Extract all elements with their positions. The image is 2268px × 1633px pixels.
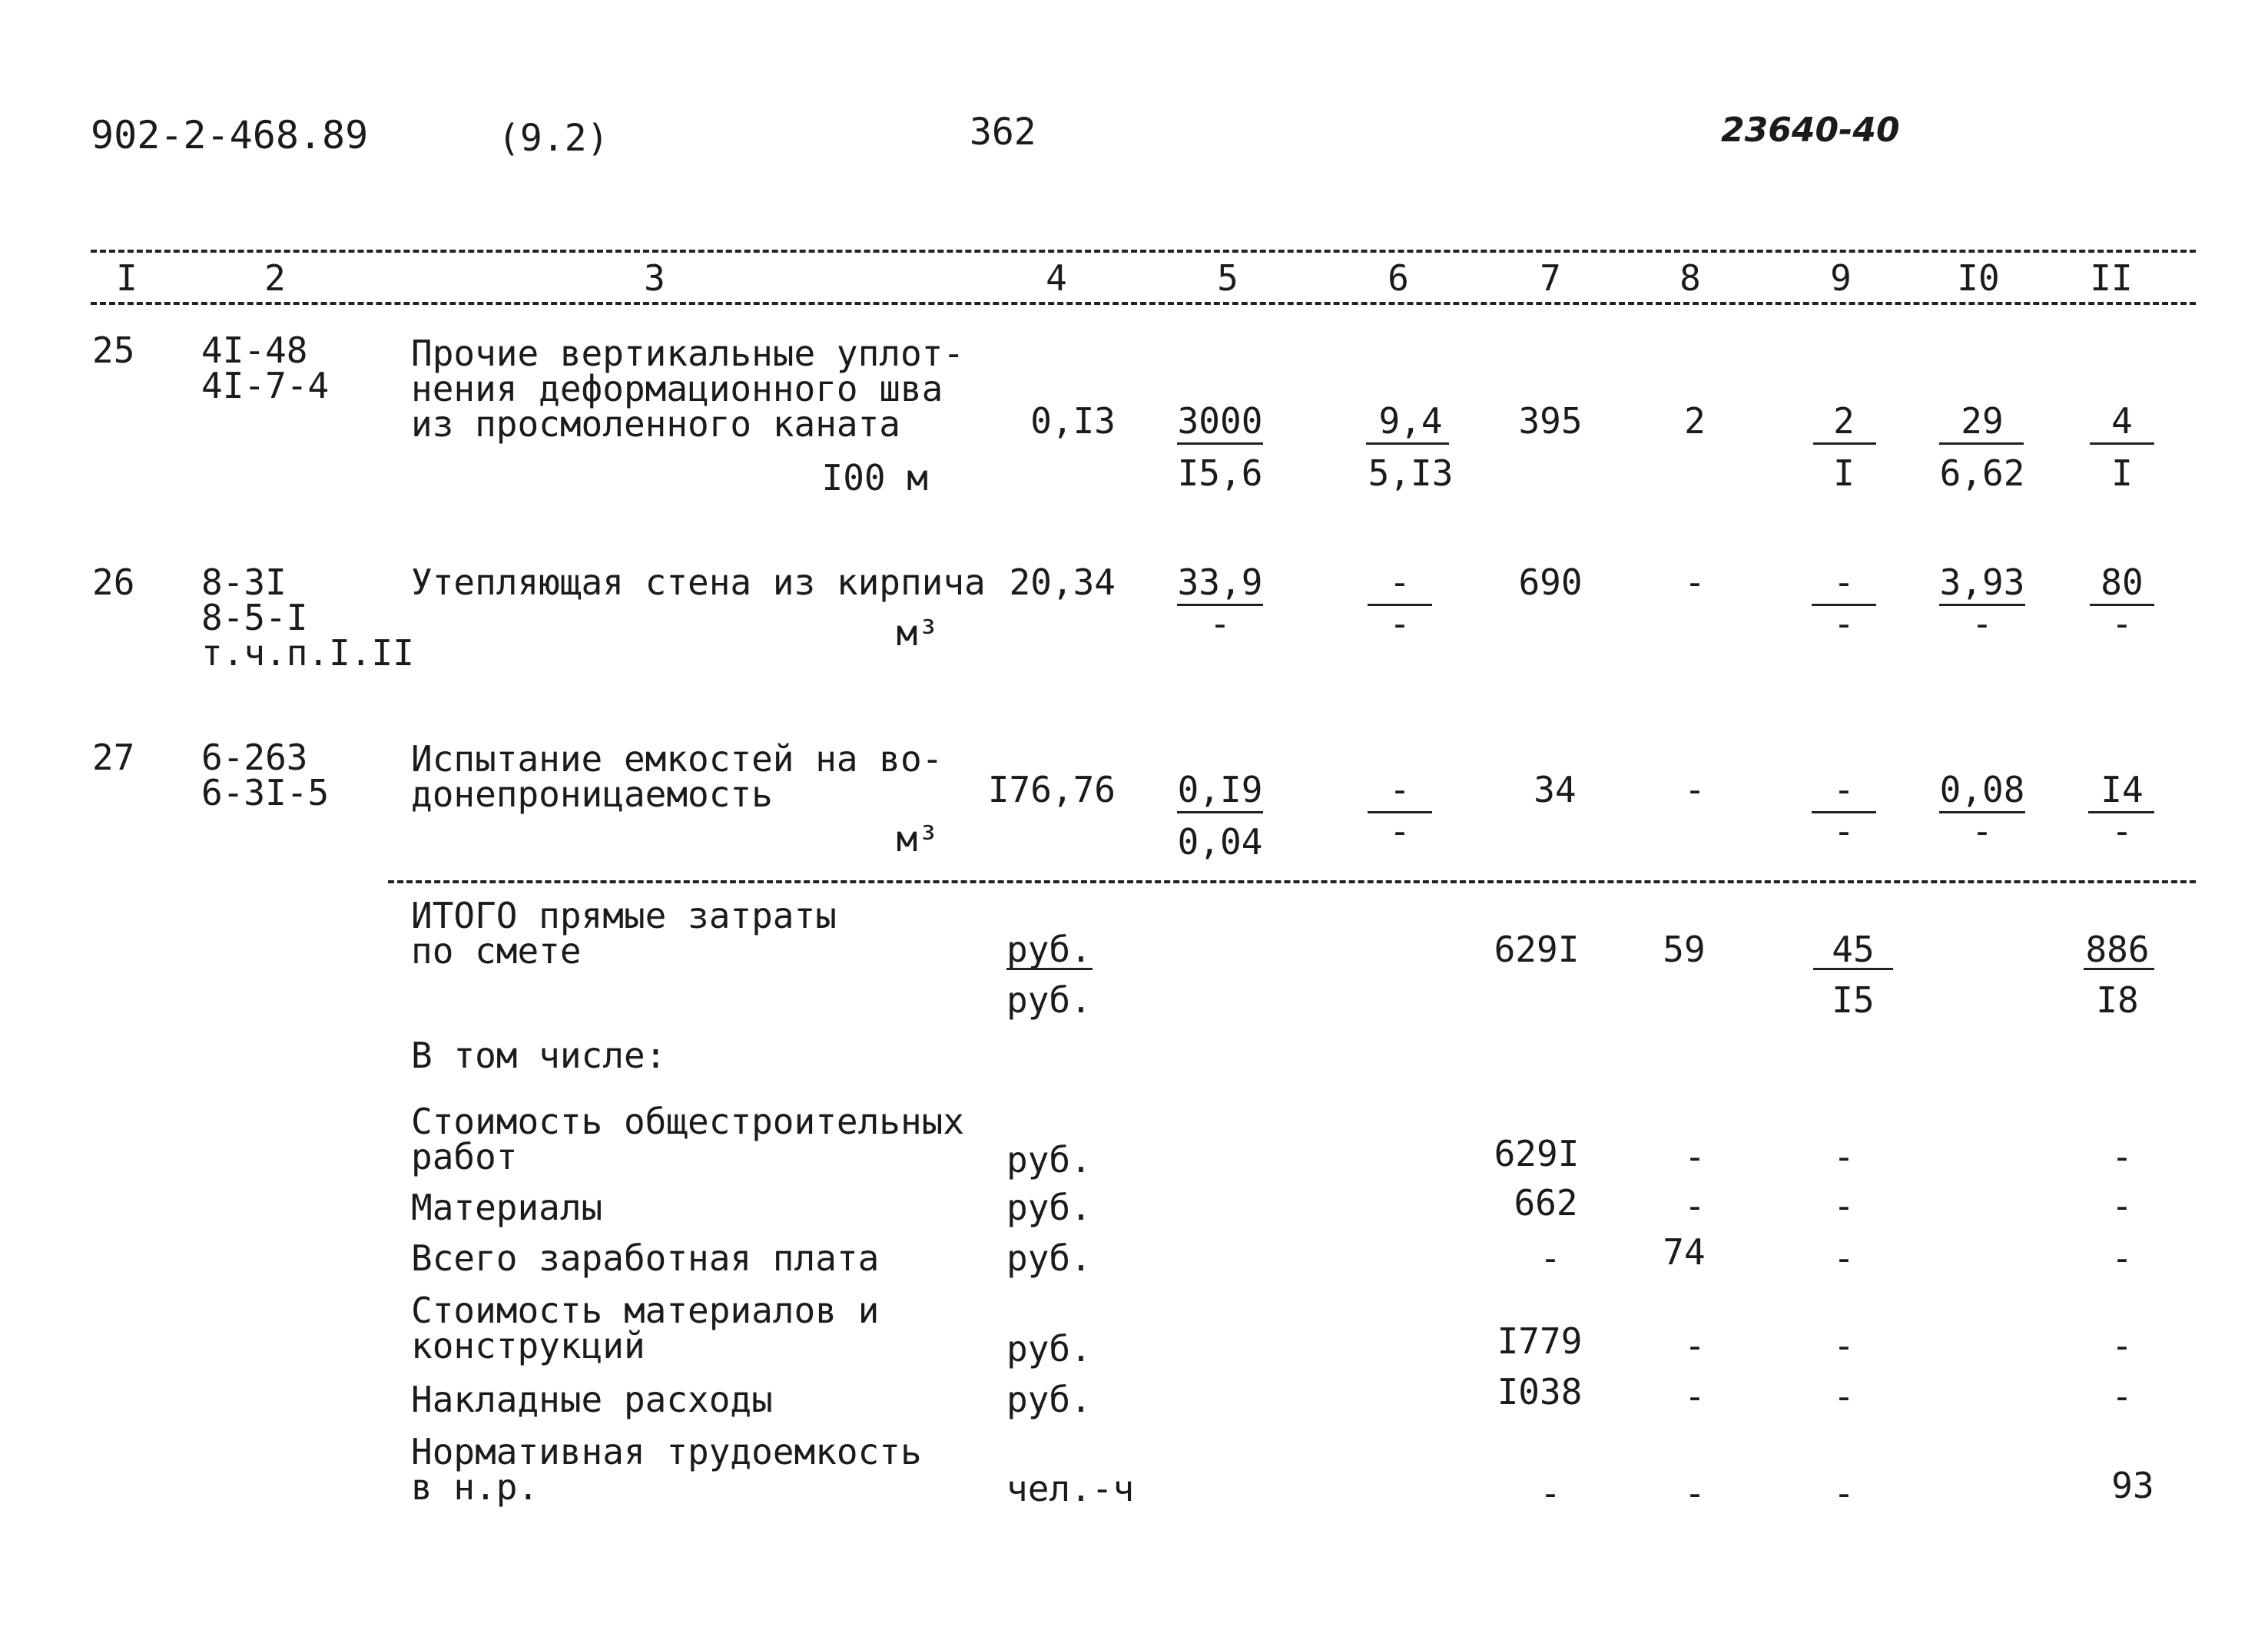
breakdown-unit: руб.	[1006, 1237, 1092, 1279]
fraction-bar	[2084, 968, 2154, 970]
col-header-1: I	[116, 257, 138, 299]
breakdown-c8: -	[1684, 1325, 1706, 1366]
c7: 690	[1518, 561, 1583, 603]
c11-top: 80	[2101, 561, 2144, 603]
norm-code: 8-5-I	[201, 597, 308, 638]
breakdown-c7: -	[1540, 1237, 1561, 1279]
c8: -	[1684, 561, 1706, 603]
work-name: Утепляющая стена из кирпича	[411, 561, 986, 603]
fraction-bar	[1177, 811, 1263, 813]
including-label: В том числе:	[411, 1035, 667, 1076]
total-c11-top: 886	[2085, 929, 2150, 970]
quantity: 20,34	[1009, 561, 1116, 603]
fraction-bar	[1813, 442, 1876, 445]
breakdown-c11: -	[2111, 1376, 2133, 1417]
norm-code: 4I-48	[201, 330, 308, 371]
c9-bottom: I	[1833, 452, 1855, 494]
breakdown-c7: 629I	[1494, 1133, 1580, 1174]
breakdown-label: конструкций	[411, 1325, 645, 1366]
breakdown-label: Материалы	[411, 1187, 603, 1228]
c11-top: I4	[2101, 769, 2144, 810]
row-number: 26	[92, 561, 135, 603]
norm-code: т.ч.п.I.II	[201, 632, 414, 674]
c6-bottom: -	[1389, 603, 1411, 644]
c9-top: -	[1833, 561, 1855, 603]
header-bottom-rule	[91, 302, 2196, 305]
document-code: 902-2-468.89	[91, 113, 369, 157]
breakdown-c11: -	[2111, 1237, 2133, 1279]
breakdown-unit: руб.	[1006, 1328, 1092, 1370]
c11-top: 4	[2111, 400, 2133, 442]
fraction-bar	[1177, 442, 1263, 445]
c5-top: 0,I9	[1177, 769, 1263, 810]
breakdown-label: работ	[411, 1136, 518, 1178]
unit: м³	[896, 612, 939, 654]
c10-bottom: -	[1971, 810, 1993, 852]
fraction-bar	[2090, 442, 2154, 445]
work-name: донепроницаемость	[411, 773, 773, 815]
c8: 2	[1684, 400, 1706, 442]
col-header-6: 6	[1388, 257, 1409, 299]
breakdown-c9: -	[1833, 1185, 1855, 1227]
c10-top: 29	[1961, 400, 2004, 442]
row-number: 27	[92, 737, 135, 778]
total-label: ИТОГО прямые затраты	[411, 895, 837, 936]
c10-bottom: -	[1971, 603, 1993, 644]
breakdown-c8: -	[1684, 1185, 1706, 1227]
breakdown-label: Всего заработная плата	[411, 1237, 880, 1279]
breakdown-c7: I779	[1497, 1320, 1583, 1362]
c7: 395	[1518, 400, 1583, 442]
breakdown-unit: руб.	[1006, 1139, 1092, 1181]
col-header-10: I0	[1957, 257, 2000, 299]
breakdown-c11: -	[2111, 1136, 2133, 1178]
breakdown-c7: I038	[1497, 1371, 1583, 1413]
quantity: 0,I3	[1030, 400, 1116, 442]
c11-bottom: -	[2111, 810, 2133, 852]
col-header-9: 9	[1830, 257, 1852, 299]
page-number: 362	[970, 111, 1036, 154]
breakdown-label: Стоимость общестроительных	[411, 1101, 965, 1142]
c9-top: 2	[1833, 400, 1855, 442]
total-c9-bottom: I5	[1832, 979, 1875, 1021]
c5-bottom: -	[1209, 603, 1231, 644]
breakdown-unit: руб.	[1006, 1379, 1092, 1420]
total-label: по смете	[411, 930, 582, 972]
c9-bottom: -	[1833, 810, 1855, 852]
breakdown-unit: руб.	[1006, 1187, 1092, 1228]
c6-bottom: -	[1389, 810, 1411, 852]
c6-top: -	[1389, 769, 1411, 810]
col-header-2: 2	[264, 257, 286, 299]
total-c11-bottom: I8	[2096, 979, 2139, 1021]
fraction-bar	[1939, 442, 2024, 445]
section-number: (9.2)	[498, 117, 609, 160]
totals-rule	[388, 880, 2196, 883]
breakdown-c9: -	[1833, 1136, 1855, 1178]
unit: I00 м	[821, 457, 928, 499]
breakdown-label: Нормативная трудоемкость	[411, 1431, 922, 1472]
c5-bottom: I5,6	[1177, 452, 1263, 494]
fraction-bar	[1366, 442, 1449, 445]
breakdown-c8: -	[1684, 1472, 1706, 1514]
breakdown-c7: -	[1540, 1472, 1561, 1514]
breakdown-c8: -	[1684, 1136, 1706, 1178]
row-number: 25	[92, 330, 135, 371]
breakdown-unit: чел.-ч	[1006, 1468, 1135, 1509]
fraction-bar	[1813, 968, 1893, 970]
c9-bottom: -	[1833, 603, 1855, 644]
fraction-bar	[1006, 968, 1093, 970]
col-header-5: 5	[1217, 257, 1238, 299]
norm-code: 4I-7-4	[201, 365, 330, 406]
c9-top: -	[1833, 769, 1855, 810]
c5-top: 33,9	[1177, 561, 1263, 603]
col-header-11: II	[2090, 257, 2133, 299]
breakdown-c11: -	[2111, 1325, 2133, 1366]
breakdown-c9: -	[1833, 1237, 1855, 1279]
total-c7: 629I	[1494, 929, 1580, 970]
col-header-8: 8	[1679, 257, 1701, 299]
c10-top: 3,93	[1939, 561, 2025, 603]
work-name: Испытание емкостей на во-	[411, 738, 943, 780]
breakdown-c8: 74	[1663, 1231, 1706, 1273]
c10-top: 0,08	[1939, 769, 2025, 810]
c11-bottom: -	[2111, 603, 2133, 644]
c5-bottom: 0,04	[1177, 821, 1263, 863]
breakdown-c11: -	[2111, 1185, 2133, 1227]
breakdown-c9: -	[1833, 1376, 1855, 1417]
total-c9-top: 45	[1832, 929, 1875, 970]
work-name: Прочие вертикальные уплот-	[411, 333, 965, 374]
col-header-4: 4	[1046, 257, 1067, 299]
breakdown-c7: 662	[1514, 1182, 1578, 1224]
col-header-3: 3	[644, 257, 665, 299]
handwritten-doc-number: 23640-40	[1721, 111, 1900, 150]
total-unit-top: руб.	[1006, 929, 1092, 970]
c6-top: 9,4	[1378, 400, 1443, 442]
norm-code: 6-263	[201, 737, 308, 778]
c5-top: 3000	[1177, 400, 1263, 442]
c11-bottom: I	[2111, 452, 2133, 494]
c6-bottom: 5,I3	[1368, 452, 1454, 494]
total-c8: 59	[1663, 929, 1706, 970]
work-name: нения деформационного шва	[411, 368, 943, 409]
total-unit-bottom: руб.	[1006, 979, 1092, 1021]
breakdown-c9: -	[1833, 1325, 1855, 1366]
breakdown-c9: -	[1833, 1472, 1855, 1514]
norm-code: 8-3I	[201, 561, 287, 603]
norm-code: 6-3I-5	[201, 772, 330, 813]
c8: -	[1684, 769, 1706, 810]
col-header-7: 7	[1540, 257, 1561, 299]
breakdown-c8: -	[1684, 1376, 1706, 1417]
breakdown-c11: 93	[2111, 1465, 2154, 1506]
breakdown-label: в н.р.	[411, 1466, 539, 1508]
breakdown-label: Стоимость материалов и	[411, 1290, 880, 1331]
work-name: из просмоленного каната	[411, 403, 900, 445]
c10-bottom: 6,62	[1939, 452, 2025, 494]
breakdown-label: Накладные расходы	[411, 1379, 773, 1420]
c7: 34	[1534, 769, 1577, 810]
quantity: I76,76	[987, 769, 1116, 810]
unit: м³	[896, 818, 939, 860]
header-top-rule	[91, 250, 2196, 253]
c6-top: -	[1389, 561, 1411, 603]
